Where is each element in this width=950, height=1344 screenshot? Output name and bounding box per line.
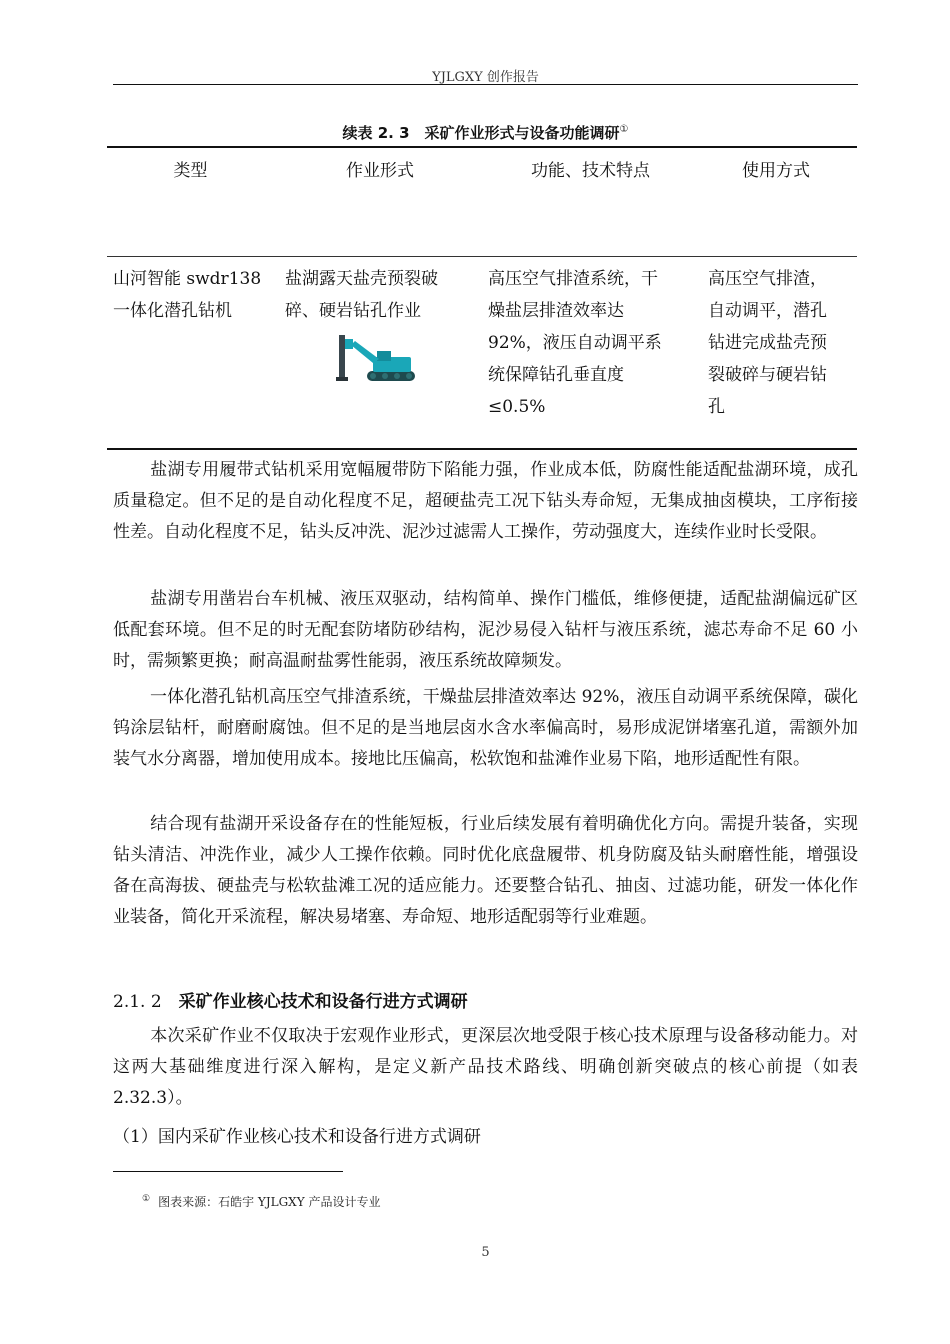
table-cell-form: [285, 263, 475, 327]
table-bottom-rule: [107, 448, 857, 450]
footnote-text: 图表来源：石皓宇 YJLGXY 产品设计专业: [158, 1195, 381, 1209]
section-paragraph-text: 本次采矿作业不仅取决于宏观作业形式，更深层次地受限于核心技术原理与设备移动能力。对这两大基础维度进行深入解构，是定义新产品技术路线、明确创新突破点的核心前提（如表2.32.3）。: [113, 1026, 858, 1108]
usage-line: 自动调平，潜孔: [708, 301, 827, 321]
form-line: 碎、硬岩钻孔作业: [285, 301, 421, 321]
table-cell-type: [113, 263, 283, 327]
footnote-mark: ①: [142, 1194, 151, 1204]
section-heading: [113, 987, 468, 1012]
subheading: （1）国内采矿作业核心技术和设备行进方式调研: [113, 1127, 481, 1147]
body-paragraph: [113, 455, 858, 548]
features-line: 统保障钻孔垂直度: [488, 365, 624, 385]
table-header-features: 功能、技术特点: [531, 161, 650, 181]
body-paragraph: [113, 682, 858, 775]
table-top-rule: [107, 146, 857, 148]
body-paragraph-text: 盐湖专用凿岩台车机械、液压双驱动，结构简单、操作门槛低，维修便捷，适配盐湖偏远矿区低配套环境。但不足的时无配套防堵防砂结构，泥沙易侵入钻杆与液压系统，滤芯寿命不足 60 小时，需频繁更换；耐高温耐盐雾性能弱，液压系统故障频发。: [113, 589, 858, 671]
body-paragraph-text: 结合现有盐湖开采设备存在的性能短板，行业后续发展有着明确优化方向。需提升装备，实现钻头清洁、冲洗作业，减少人工操作依赖。同时优化底盘履带、机身防腐及钻头耐磨性能，增强设备在高海拔、硬盐壳与松软盐滩工况的适应能力。还要整合钻孔、抽卤、过滤功能，研发一体化作业装备，简化开采流程，解决易堵塞、寿命短、地形适配弱等行业难题。: [113, 814, 858, 927]
table-header-type: 类型: [173, 161, 208, 181]
body-paragraph-text: 一体化潜孔钻机高压空气排渣系统，干燥盐层排渣效率达 92%，液压自动调平系统保障，碳化钨涂层钻杆，耐磨耐腐蚀。但不足的是当地层卤水含水率偏高时，易形成泥饼堵塞孔道，需额外加装气水分离器，增加使用成本。接地比压偏高，松软饱和盐滩作业易下陷，地形适配性有限。: [113, 687, 858, 769]
section-title: 采矿作业核心技术和设备行进方式调研: [178, 992, 468, 1012]
table-cell-usage: [708, 263, 850, 423]
type-line: 山河智能 swdr138: [113, 269, 262, 289]
section-number: 2.1. 2: [113, 992, 162, 1012]
footnote-reference: ①: [619, 124, 629, 135]
features-line: ≤0.5%: [488, 397, 546, 417]
features-line: 92%，液压自动调平系: [488, 333, 662, 353]
table-cell-features: [488, 263, 690, 423]
table-caption: [113, 122, 858, 143]
drill-boom: [351, 341, 379, 363]
usage-line: 钻进完成盐壳预: [708, 333, 827, 353]
crawler-drilling-rig-image: [333, 333, 419, 385]
table-caption-text: 续表 2. 3 采矿作业形式与设备功能调研: [342, 124, 620, 142]
body-paragraph-text: 盐湖专用履带式钻机采用宽幅履带防下陷能力强，作业成本低，防腐性能适配盐湖环境，成孔质量稳定。但不足的是自动化程度不足，超硬盐壳工况下钻头寿命短，无集成抽卤模块，工序衔接性差。自动化程度不足，钻头反冲洗、泥沙过滤需人工操作，劳动强度大，连续作业时长受限。: [113, 460, 858, 542]
body-paragraph: [113, 584, 858, 677]
page-header: YJLGXY 创作报告: [432, 70, 539, 85]
body-paragraph: [113, 809, 858, 933]
table-header-rule: [107, 256, 857, 257]
section-paragraph: [113, 1021, 858, 1114]
features-line: 高压空气排渣系统，干: [488, 269, 658, 289]
table-header-form: 作业形式: [346, 161, 414, 181]
drill-mast: [339, 335, 345, 379]
usage-line: 高压空气排渣，: [708, 269, 827, 289]
footnote: [142, 1193, 380, 1210]
header-rule: [113, 84, 858, 85]
form-line: 盐湖露天盐壳预裂破: [285, 269, 438, 289]
type-line: 一体化潜孔钻机: [113, 301, 232, 321]
usage-line: 裂破碎与硬岩钻: [708, 365, 827, 385]
features-line: 燥盐层排渣效率达: [488, 301, 624, 321]
usage-line: 孔: [708, 397, 725, 417]
page-number: 5: [481, 1245, 490, 1260]
footnote-rule: [113, 1171, 343, 1172]
table-header-usage: 使用方式: [742, 161, 810, 181]
